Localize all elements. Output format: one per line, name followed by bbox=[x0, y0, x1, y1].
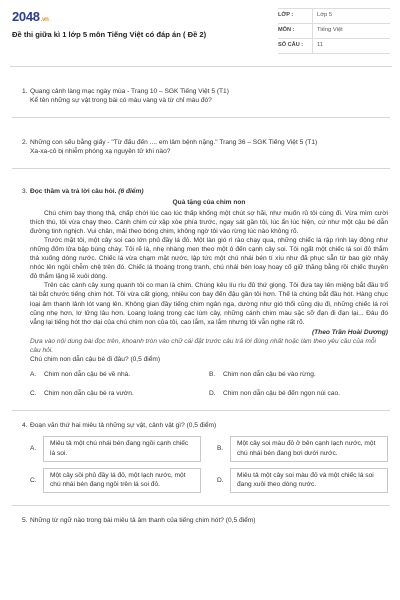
answer-options bbox=[30, 370, 388, 398]
meta-row-count bbox=[278, 39, 390, 54]
question-5 bbox=[12, 516, 390, 525]
option-letter: A. bbox=[30, 371, 37, 379]
option-d[interactable] bbox=[217, 468, 388, 493]
divider bbox=[12, 117, 390, 118]
logo-suffix: .vn bbox=[40, 17, 49, 23]
option-text: Một cây sồi phủ đầy lá đỏ, một lạch nước, một chú nhái bén đang ngồi trên lá soi đỏ. bbox=[43, 468, 201, 493]
option-text: Chim non dẫn cậu bé đến ngọn núi cao. bbox=[223, 390, 340, 398]
option-text: Chim non dẫn cậu bé về nhà. bbox=[44, 371, 131, 379]
document-header bbox=[12, 8, 390, 66]
divider bbox=[12, 505, 390, 506]
meta-value: 11 bbox=[312, 39, 323, 53]
sub-question: Chú chim non dẫn cậu bé đi đâu? (0,5 điểm) bbox=[30, 356, 161, 364]
meta-value: Tiếng Việt bbox=[312, 24, 343, 38]
option-text: Chim non dẫn cậu bé vào rừng. bbox=[223, 371, 316, 379]
story-author: (Theo Trần Hoài Dương) bbox=[311, 328, 388, 336]
instruction-text: Dựa vào nội dung bài đọc trên, khoanh tròn vào chữ cái đặt trước câu trả lời đúng nhất hoặc làm theo yêu cầu của mỗi câu hỏi. bbox=[30, 337, 377, 354]
option-letter: C. bbox=[30, 390, 37, 398]
story-title: Quà tặng của chim non bbox=[172, 199, 246, 207]
divider bbox=[10, 66, 392, 67]
option-letter: B. bbox=[217, 445, 224, 453]
question-3 bbox=[12, 187, 390, 398]
brand-block bbox=[12, 8, 272, 40]
option-letter: D. bbox=[217, 476, 224, 484]
option-c[interactable] bbox=[30, 468, 201, 493]
site-logo[interactable] bbox=[12, 8, 49, 26]
question-5-text: Những từ ngữ nào trong bài miêu tả âm thanh của tiếng chim hót? (0,5 điểm) bbox=[30, 516, 256, 524]
meta-table bbox=[278, 8, 390, 54]
question-4 bbox=[12, 421, 390, 492]
story-paragraph: Trước mặt tôi, một cây soi cao lớn phủ đầy lá đỏ. Một làn gió rì rào chạy qua, những chiếc lá rập rình lay động như những đốm lửa bập bùng cháy. Tôi rẽ lá, nhẹ nhàng men theo một ô đến cạnh cây soi. Tôi ngất một chiếc lá soi đỏ thắm thả xuống dòng nước. Chiếc lá vừa chạm mặt nước, lập tức một chú nhái bén tí xíu như đã phục sẵn từ bao giờ nhảy nhóc lên ngồi chễm chệ trên đó. Chiếc lá thoáng trong tranh, chú nhái bén loay hoay cố giữ thăng bằng rồi chiếc thuyền đỏ thắm lặng lẽ xuôi dòng. bbox=[30, 236, 388, 281]
document-title: Đề thi giữa kì 1 lớp 5 môn Tiếng Việt có đáp án ( Đề 2) bbox=[12, 29, 207, 39]
option-a[interactable] bbox=[30, 436, 201, 461]
option-letter: D. bbox=[209, 390, 216, 398]
meta-row-grade bbox=[278, 9, 390, 24]
question-number: 1. bbox=[22, 88, 28, 95]
option-d[interactable] bbox=[209, 389, 388, 398]
option-letter: B. bbox=[209, 371, 216, 379]
logo-main: 2048 bbox=[12, 9, 40, 24]
question-2 bbox=[12, 138, 390, 156]
heading-text: Đọc thầm và trả lời câu hỏi. bbox=[30, 188, 117, 196]
answer-options bbox=[30, 436, 388, 492]
question-4-text: Đoạn văn thứ hai miêu tả những sự vật, cảnh vật gì? (0,5 điểm) bbox=[30, 422, 217, 430]
option-letter: A. bbox=[30, 445, 37, 453]
question-2-text: Những con sếu bằng giấy - "Từ đấu đến .... em lâm bệnh nặng." Trang 36 – SGK Tiếng Việt 5 (T1) bbox=[30, 139, 318, 147]
question-3-heading bbox=[30, 187, 388, 196]
question-1-prompt: Kể tên những sự vật trong bài có màu vàng và từ chỉ màu đó? bbox=[30, 97, 212, 105]
meta-row-subject bbox=[278, 24, 390, 39]
option-b[interactable] bbox=[217, 436, 388, 461]
option-c[interactable] bbox=[30, 389, 209, 398]
question-1 bbox=[12, 87, 390, 105]
points-label: (6 điểm) bbox=[118, 188, 144, 196]
meta-key: SỐ CÂU : bbox=[278, 42, 304, 49]
question-number: 3. bbox=[22, 188, 28, 196]
question-number: 4. bbox=[22, 422, 28, 430]
meta-key: MÔN : bbox=[278, 27, 295, 34]
story-paragraph: Trên các cành cây xung quanh tôi co man là chim. Chúng kêu líu ríu đủ thứ giọng. Tôi đưa tay lên miệng bắt đầu trổ tài bắt chước tiếng chim hót. Tôi vừa cất giọng, nhiều con bay đến đậu gần tôi hơn. Thế là chúng bắt đầu hót. Hàng chục loại âm thanh lảnh lót vang lên. Không gian đầy tiếng chim ngân nga, dường như gió thổi cũng dịu đi, những chiếc lá rơi cũng nhẹ hơn, lơ lửng lâu hơn. Loang loáng trong các lùm cây, những cánh chim màu sặc sỡ đạn đi đạn lại... Đâu đó vẳng lại tiếng hót thơ dại của chú chim non của tôi, cao lắm, xa lắm nhưng tôi vẫn nghe rất rõ. bbox=[30, 282, 388, 326]
meta-key: LỚP : bbox=[278, 12, 294, 19]
question-number: 5. bbox=[22, 516, 28, 524]
option-letter: C. bbox=[30, 476, 37, 484]
question-number: 2. bbox=[22, 139, 28, 147]
story-paragraph: Chú chim bay thong thả, chấp chới lúc cao lúc thấp khống một chút sợ hãi, như muốn rủ tôi cùng đi. Vừa mìm cười thích thú, tôi vừa chạy theo. Cánh chim cứ xập xòe phía trước, ngay sát gần tôi, lúc ẩn lúc hiện, cứ như một cậu bé dẫn đường tinh nghịch. Vui chân, mải theo bóng chim, không ngờ tôi vào rừng lúc nào không rõ. bbox=[30, 209, 388, 235]
divider bbox=[12, 168, 390, 169]
option-a[interactable] bbox=[30, 370, 209, 379]
option-text: Một cây soi màu đỏ ở bên cạnh lạch nước, một chú nhái bén đang bơi dưới nước. bbox=[230, 436, 388, 461]
option-text: Miêu tả một chú nhái bén đang ngồi cạnh chiếc lá soi. bbox=[43, 436, 201, 461]
option-text: Miêu tả một cây soi màu đỏ và một chiếc lá soi đang xuôi theo dòng nước. bbox=[230, 468, 388, 493]
meta-value: Lớp 5 bbox=[312, 9, 332, 23]
divider bbox=[12, 410, 390, 411]
question-1-text: Quang cảnh làng mạc ngày mùa - Trang 10 – SGK Tiếng Việt 5 (T1) bbox=[30, 88, 229, 95]
option-b[interactable] bbox=[209, 370, 388, 379]
option-text: Chim non dẫn cậu bé ra vườn. bbox=[44, 390, 134, 398]
question-2-prompt: Xa-xa-cô bị nhiễm phóng xạ nguyên tử khi nào? bbox=[30, 148, 171, 156]
